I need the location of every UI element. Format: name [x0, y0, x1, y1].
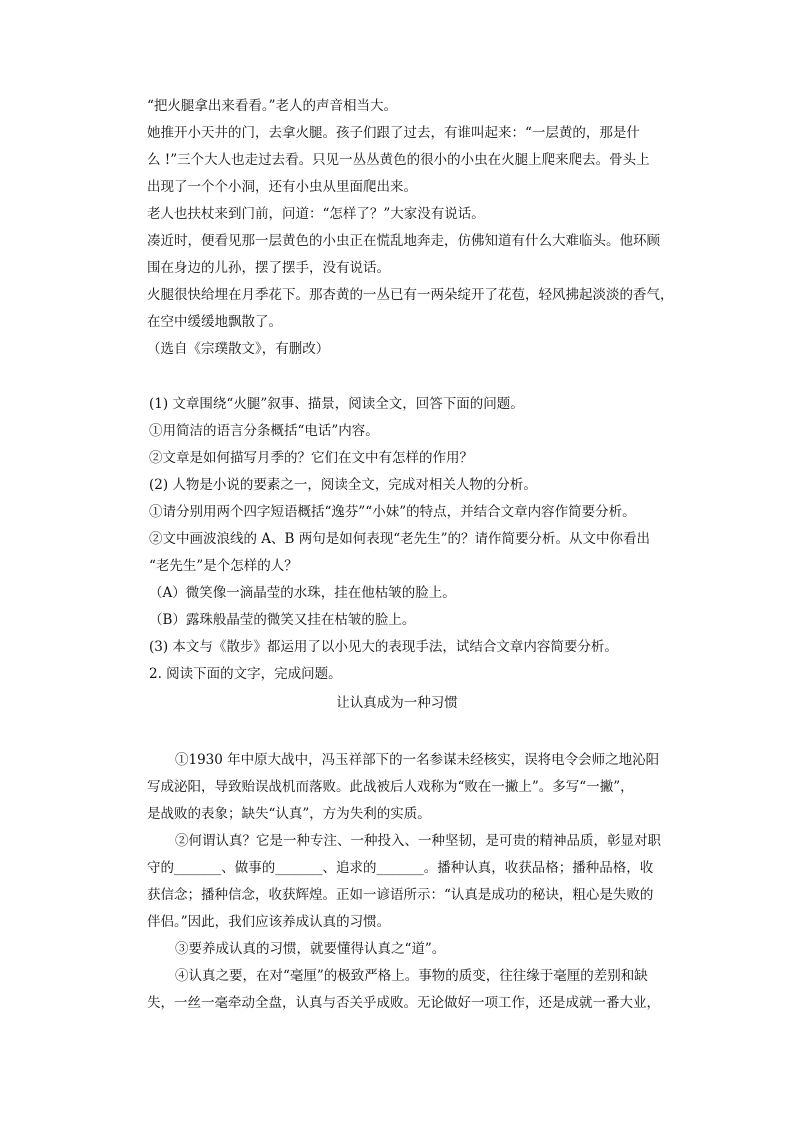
- question-line: ②文中画波浪线的 A、B 两句是如何表现“老先生”的？请作简要分析。从文中你看出: [149, 531, 651, 547]
- essay-title: 让认真成为一种习惯: [336, 695, 458, 711]
- question-line: (1) 文章围绕“火腿”叙事、描景，阅读全文，回答下面的问题。: [149, 396, 524, 412]
- essay-line: 失，一丝一毫牵动全盘，认真与否关乎成败。无论做好一项工作，还是成就一番大业，: [147, 995, 660, 1011]
- essay-line: ②何谓认真？它是一种专注、一种投入、一种坚韧，是可贵的精神品质，彰显对职: [175, 833, 661, 849]
- essay-line: ③要养成认真的习惯，就要懂得认真之“道”。: [175, 941, 446, 957]
- source-note: （选自《宗璞散文》，有删改）: [147, 341, 330, 357]
- story-line: 凑近时，便看见那一层黄色的小虫正在慌乱地奔走，仿佛知道有什么大难临头。他环顾: [147, 233, 660, 249]
- question-line: ①请分别用两个四字短语概括“逸芬”“小妹”的特点，并结合文章内容作简要分析。: [149, 504, 636, 520]
- essay-line: 守的_______、做事的_______、追求的_______。播种认真，收获品格；播种品格，收: [147, 860, 654, 876]
- essay-line: 写成泌阳，导致贻误战机而落败。此战被后人戏称为“败在一撇上”。多写“一撇”，: [147, 779, 634, 795]
- question-line: (3) 本文与《散步》都运用了以小见大的表现手法，试结合文章内容简要分析。: [149, 639, 618, 655]
- story-line: 出现了一个个小洞，还有小虫从里面爬出来。: [147, 179, 417, 195]
- story-line: 老人也扶杖来到门前，问道：“怎样了？”大家没有说话。: [147, 206, 485, 222]
- story-line: 火腿很快给埋在月季花下。那杏黄的一丛已有一两朵绽开了花苞，轻风拂起淡淡的香气，: [147, 287, 674, 303]
- question-line: (2) 人物是小说的要素之一，阅读全文，完成对相关人物的分析。: [149, 477, 537, 493]
- question-line: “老先生”是个怎样的人？: [149, 558, 298, 574]
- story-line: 么 !”三个大人也走过去看。只见一丛丛黄色的很小的小虫在火腿上爬来爬去。骨头上: [147, 152, 650, 168]
- question-line: （B）露珠般晶莹的微笑又挂在枯皱的脸上。: [149, 612, 416, 628]
- story-line: “把火腿拿出来看看。”老人的声音相当大。: [147, 98, 398, 114]
- story-line: 在空中缓缓地飘散了。: [147, 314, 282, 330]
- essay-line: 是战败的表象；缺失“认真”，方为失利的实质。: [147, 806, 431, 822]
- essay-line: ①1930 年中原大战中，冯玉祥部下的一名参谋未经核实，误将电令会师之地沁阳: [175, 752, 660, 768]
- essay-line: 获信念；播种信念，收获辉煌。正如一谚语所示：“认真是成功的秘诀，粗心是失败的: [147, 887, 654, 903]
- question-line: ①用简洁的语言分条概括“电话”内容。: [149, 423, 379, 439]
- question-line: 2. 阅读下面的文字，完成问题。: [149, 666, 342, 682]
- question-line: （A）微笑像一滴晶莹的水珠，挂在他枯皱的脸上。: [149, 585, 456, 601]
- story-line: 围在身边的儿孙，摆了摆手，没有说话。: [147, 260, 390, 276]
- essay-line: ④认真之要，在对“毫厘”的极致严格上。事物的质变，往往缘于毫厘的差别和缺: [175, 968, 648, 984]
- question-line: ②文章是如何描写月季的？它们在文中有怎样的作用？: [149, 450, 473, 466]
- story-line: 她推开小天井的门，去拿火腿。孩子们跟了过去，有谁叫起来：“一层黄的，那是什: [147, 125, 640, 141]
- essay-line: 伴侣。”因此，我们应该养成认真的习惯。: [147, 914, 391, 930]
